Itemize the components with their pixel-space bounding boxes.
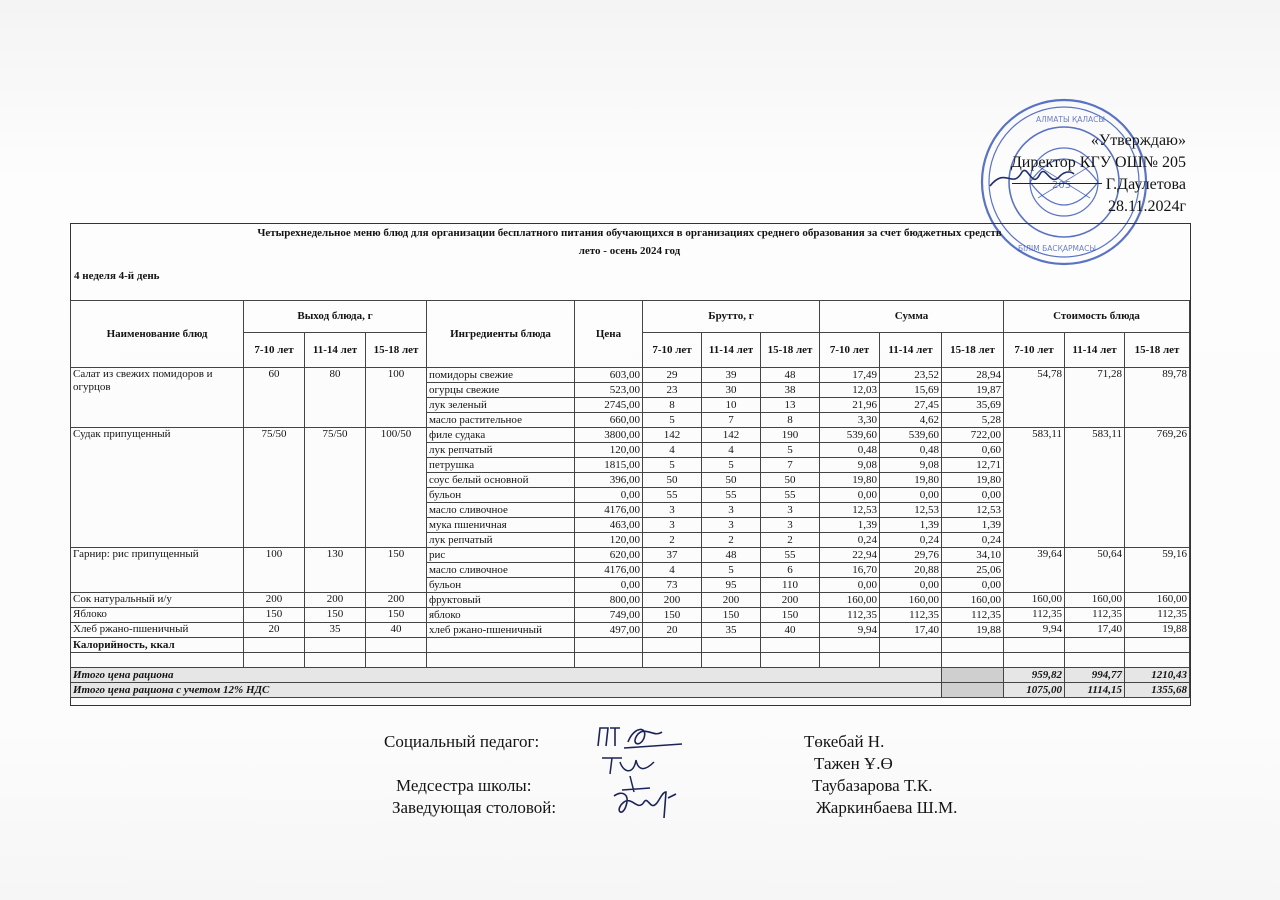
header-age-11-14: 11-14 лет <box>880 333 942 368</box>
ingredient-name: фруктовый <box>427 593 575 608</box>
dish-output-11-14: 130 <box>305 548 366 593</box>
sum-15-18: 34,10 <box>942 548 1004 563</box>
ingredient-price: 2745,00 <box>575 398 643 413</box>
sum-7-10: 16,70 <box>820 563 880 578</box>
dish-name: Гарнир: рис припущенный <box>71 548 244 593</box>
brutto-15-18: 48 <box>761 368 820 383</box>
sum-7-10: 112,35 <box>820 608 880 623</box>
ingredient-row <box>71 593 1190 608</box>
ingredient-name: помидоры свежие <box>427 368 575 383</box>
approval-director-name: Г.Даулетова <box>1105 176 1186 193</box>
dish-cost-7-10: 54,78 <box>1004 368 1065 428</box>
sum-7-10: 12,53 <box>820 503 880 518</box>
svg-text:БІЛІМ БАСҚАРМАСЫ: БІЛІМ БАСҚАРМАСЫ <box>1018 244 1097 253</box>
brutto-15-18: 5 <box>761 443 820 458</box>
brutto-15-18: 200 <box>761 593 820 608</box>
ingredient-row <box>71 623 1190 638</box>
sum-11-14: 0,00 <box>880 578 942 593</box>
brutto-7-10: 5 <box>643 413 702 428</box>
brutto-11-14: 39 <box>702 368 761 383</box>
sum-7-10: 21,96 <box>820 398 880 413</box>
total-value-11-14: 994,77 <box>1065 668 1125 683</box>
sum-15-18: 19,80 <box>942 473 1004 488</box>
dish-cost-15-18: 769,26 <box>1125 428 1190 548</box>
sum-11-14: 0,48 <box>880 443 942 458</box>
ingredient-price: 800,00 <box>575 593 643 608</box>
ingredient-name: масло сливочное <box>427 503 575 518</box>
sum-15-18: 19,87 <box>942 383 1004 398</box>
dish-cost-11-14: 50,64 <box>1065 548 1125 593</box>
sum-11-14: 9,08 <box>880 458 942 473</box>
menu-table-body <box>71 368 1190 638</box>
sum-11-14: 539,60 <box>880 428 942 443</box>
sum-7-10: 22,94 <box>820 548 880 563</box>
brutto-7-10: 20 <box>643 623 702 638</box>
ingredient-price: 463,00 <box>575 518 643 533</box>
brutto-7-10: 200 <box>643 593 702 608</box>
header-age-15-18: 15-18 лет <box>761 333 820 368</box>
sum-15-18: 0,24 <box>942 533 1004 548</box>
total-label: Итого цена рациона <box>71 668 942 683</box>
ingredient-row <box>71 548 1190 563</box>
total-vat-value-7-10: 1075,00 <box>1004 683 1065 698</box>
ingredient-price: 4176,00 <box>575 503 643 518</box>
dish-cost-7-10: 39,64 <box>1004 548 1065 593</box>
sum-11-14: 160,00 <box>880 593 942 608</box>
header-sum: Сумма <box>820 301 1004 333</box>
sum-15-18: 722,00 <box>942 428 1004 443</box>
header-age-7-10: 7-10 лет <box>244 333 305 368</box>
total-value-7-10: 959,82 <box>1004 668 1065 683</box>
sum-11-14: 12,53 <box>880 503 942 518</box>
dish-cost-11-14: 17,40 <box>1065 623 1125 638</box>
menu-table <box>70 300 1190 698</box>
ingredient-price: 0,00 <box>575 488 643 503</box>
canteen-head-name: Жаркинбаева Ш.М. <box>816 798 958 817</box>
dish-cost-7-10: 9,94 <box>1004 623 1065 638</box>
header-age-7-10: 7-10 лет <box>820 333 880 368</box>
sum-7-10: 17,49 <box>820 368 880 383</box>
sum-7-10: 9,94 <box>820 623 880 638</box>
ingredient-price: 523,00 <box>575 383 643 398</box>
sum-7-10: 539,60 <box>820 428 880 443</box>
brutto-11-14: 30 <box>702 383 761 398</box>
menu-table-footer <box>71 638 1190 698</box>
dish-output-15-18: 200 <box>366 593 427 608</box>
ingredient-price: 3800,00 <box>575 428 643 443</box>
sum-15-18: 35,69 <box>942 398 1004 413</box>
brutto-15-18: 150 <box>761 608 820 623</box>
total-row <box>71 668 1190 683</box>
dish-output-7-10: 75/50 <box>244 428 305 548</box>
dish-output-7-10: 20 <box>244 623 305 638</box>
brutto-7-10: 142 <box>643 428 702 443</box>
ingredient-name: масло растительное <box>427 413 575 428</box>
dish-cost-15-18: 112,35 <box>1125 608 1190 623</box>
brutto-11-14: 5 <box>702 458 761 473</box>
sum-15-18: 12,71 <box>942 458 1004 473</box>
ingredient-name: лук репчатый <box>427 533 575 548</box>
sum-11-14: 29,76 <box>880 548 942 563</box>
sum-15-18: 28,94 <box>942 368 1004 383</box>
header-age-7-10: 7-10 лет <box>643 333 702 368</box>
dish-cost-11-14: 112,35 <box>1065 608 1125 623</box>
dish-output-15-18: 40 <box>366 623 427 638</box>
brutto-15-18: 40 <box>761 623 820 638</box>
header-age-11-14: 11-14 лет <box>305 333 366 368</box>
brutto-11-14: 5 <box>702 563 761 578</box>
sum-15-18: 0,60 <box>942 443 1004 458</box>
dish-output-7-10: 100 <box>244 548 305 593</box>
brutto-11-14: 55 <box>702 488 761 503</box>
brutto-15-18: 50 <box>761 473 820 488</box>
ingredient-price: 497,00 <box>575 623 643 638</box>
ingredient-row <box>71 608 1190 623</box>
dish-cost-7-10: 160,00 <box>1004 593 1065 608</box>
ingredient-name: бульон <box>427 488 575 503</box>
brutto-7-10: 73 <box>643 578 702 593</box>
week-day-label: 4 неделя 4-й день <box>74 270 160 282</box>
dish-cost-7-10: 583,11 <box>1004 428 1065 548</box>
calories-label: Калорийность, ккал <box>71 638 244 653</box>
dish-cost-15-18: 59,16 <box>1125 548 1190 593</box>
ingredient-price: 603,00 <box>575 368 643 383</box>
sum-15-18: 19,88 <box>942 623 1004 638</box>
brutto-15-18: 110 <box>761 578 820 593</box>
calories-row <box>71 638 1190 653</box>
ingredient-row <box>71 428 1190 443</box>
brutto-7-10: 29 <box>643 368 702 383</box>
sum-11-14: 27,45 <box>880 398 942 413</box>
brutto-15-18: 8 <box>761 413 820 428</box>
header-cost: Стоимость блюда <box>1004 301 1190 333</box>
brutto-7-10: 5 <box>643 458 702 473</box>
dish-output-11-14: 200 <box>305 593 366 608</box>
ingredient-price: 749,00 <box>575 608 643 623</box>
header-price: Цена <box>575 301 643 368</box>
spacer-row <box>71 653 1190 668</box>
header-age-15-18: 15-18 лет <box>1125 333 1190 368</box>
header-age-11-14: 11-14 лет <box>702 333 761 368</box>
header-age-7-10: 7-10 лет <box>1004 333 1065 368</box>
second-signer-name: Тажен Ұ.Ө <box>814 754 893 773</box>
dish-output-11-14: 150 <box>305 608 366 623</box>
ingredient-price: 120,00 <box>575 443 643 458</box>
dish-cost-15-18: 89,78 <box>1125 368 1190 428</box>
brutto-15-18: 38 <box>761 383 820 398</box>
header-age-15-18: 15-18 лет <box>942 333 1004 368</box>
total-vat-value-11-14: 1114,15 <box>1065 683 1125 698</box>
ingredient-name: лук зеленый <box>427 398 575 413</box>
sum-7-10: 9,08 <box>820 458 880 473</box>
dish-output-11-14: 75/50 <box>305 428 366 548</box>
brutto-7-10: 23 <box>643 383 702 398</box>
ingredient-name: соус белый основной <box>427 473 575 488</box>
svg-text:205: 205 <box>1052 180 1072 191</box>
ingredient-name: рис <box>427 548 575 563</box>
ingredient-price: 396,00 <box>575 473 643 488</box>
sum-11-14: 23,52 <box>880 368 942 383</box>
ingredient-name: хлеб ржано-пшеничный <box>427 623 575 638</box>
social-pedagogue-role: Социальный педагог: <box>384 732 540 751</box>
sum-7-10: 0,24 <box>820 533 880 548</box>
total-vat-value-15-18: 1355,68 <box>1125 683 1190 698</box>
ingredient-price: 0,00 <box>575 578 643 593</box>
dish-output-7-10: 60 <box>244 368 305 428</box>
ingredient-name: петрушка <box>427 458 575 473</box>
dish-output-15-18: 100/50 <box>366 428 427 548</box>
social-pedagogue-name: Төкебай Н. <box>804 732 885 751</box>
total-value-15-18: 1210,43 <box>1125 668 1190 683</box>
brutto-7-10: 37 <box>643 548 702 563</box>
ingredient-name: бульон <box>427 578 575 593</box>
sum-11-14: 20,88 <box>880 563 942 578</box>
header-output: Выход блюда, г <box>244 301 427 333</box>
approval-title: «Утверждаю» <box>1090 132 1186 149</box>
brutto-15-18: 3 <box>761 503 820 518</box>
ingredient-name: мука пшеничная <box>427 518 575 533</box>
brutto-15-18: 55 <box>761 548 820 563</box>
sum-7-10: 0,48 <box>820 443 880 458</box>
ingredient-name: филе судака <box>427 428 575 443</box>
dish-output-7-10: 150 <box>244 608 305 623</box>
dish-cost-15-18: 160,00 <box>1125 593 1190 608</box>
dish-name: Судак припущенный <box>71 428 244 548</box>
sum-15-18: 12,53 <box>942 503 1004 518</box>
brutto-15-18: 13 <box>761 398 820 413</box>
total-vat-row <box>71 683 1190 698</box>
sum-11-14: 17,40 <box>880 623 942 638</box>
document-subtitle: лето - осень 2024 год <box>578 245 681 257</box>
brutto-15-18: 3 <box>761 518 820 533</box>
dish-name: Хлеб ржано-пшеничный <box>71 623 244 638</box>
brutto-11-14: 48 <box>702 548 761 563</box>
brutto-11-14: 200 <box>702 593 761 608</box>
header-ingredients: Ингредиенты блюда <box>427 301 575 368</box>
brutto-7-10: 3 <box>643 518 702 533</box>
sum-15-18: 160,00 <box>942 593 1004 608</box>
sum-11-14: 4,62 <box>880 413 942 428</box>
header-dish: Наименование блюд <box>71 301 244 368</box>
ingredient-price: 660,00 <box>575 413 643 428</box>
dish-cost-7-10: 112,35 <box>1004 608 1065 623</box>
ingredient-price: 1815,00 <box>575 458 643 473</box>
brutto-11-14: 10 <box>702 398 761 413</box>
dish-cost-15-18: 19,88 <box>1125 623 1190 638</box>
ingredient-name: огурцы свежие <box>427 383 575 398</box>
sum-7-10: 12,03 <box>820 383 880 398</box>
brutto-7-10: 8 <box>643 398 702 413</box>
header-age-15-18: 15-18 лет <box>366 333 427 368</box>
brutto-7-10: 4 <box>643 563 702 578</box>
sum-7-10: 0,00 <box>820 488 880 503</box>
brutto-11-14: 7 <box>702 413 761 428</box>
nurse-role: Медсестра школы: <box>396 776 532 795</box>
sum-11-14: 0,24 <box>880 533 942 548</box>
sum-15-18: 0,00 <box>942 488 1004 503</box>
brutto-15-18: 2 <box>761 533 820 548</box>
ingredient-name: лук репчатый <box>427 443 575 458</box>
ingredient-name: яблоко <box>427 608 575 623</box>
brutto-15-18: 190 <box>761 428 820 443</box>
dish-cost-11-14: 583,11 <box>1065 428 1125 548</box>
director-signature-icon <box>986 160 1076 196</box>
sum-11-14: 15,69 <box>880 383 942 398</box>
canteen-head-role: Заведующая столовой: <box>392 798 557 817</box>
brutto-7-10: 2 <box>643 533 702 548</box>
header-age-11-14: 11-14 лет <box>1065 333 1125 368</box>
dish-output-15-18: 150 <box>366 608 427 623</box>
brutto-7-10: 3 <box>643 503 702 518</box>
svg-text:АЛМАТЫ ҚАЛАСЫ: АЛМАТЫ ҚАЛАСЫ <box>1036 115 1106 124</box>
dish-name: Салат из свежих помидоров и огурцов <box>71 368 244 428</box>
brutto-7-10: 55 <box>643 488 702 503</box>
ingredient-price: 4176,00 <box>575 563 643 578</box>
sum-7-10: 1,39 <box>820 518 880 533</box>
dish-output-11-14: 80 <box>305 368 366 428</box>
brutto-7-10: 4 <box>643 443 702 458</box>
document-title: Четырехнедельное меню блюд для организации бесплатного питания обучающихся в организациях среднего образования за счет бюджетных средств <box>257 227 1002 239</box>
canteen-signature-icon <box>610 788 680 822</box>
ingredient-row <box>71 368 1190 383</box>
brutto-11-14: 150 <box>702 608 761 623</box>
sum-7-10: 19,80 <box>820 473 880 488</box>
nurse-name: Таубазарова Т.К. <box>812 776 933 795</box>
sum-7-10: 160,00 <box>820 593 880 608</box>
pedagogue-signature-icon <box>594 722 686 752</box>
total-vat-label: Итого цена рациона с учетом 12% НДС <box>71 683 942 698</box>
dish-output-11-14: 35 <box>305 623 366 638</box>
sum-7-10: 3,30 <box>820 413 880 428</box>
brutto-7-10: 50 <box>643 473 702 488</box>
ingredient-name: масло сливочное <box>427 563 575 578</box>
approval-date: 28.11.2024г <box>1108 198 1186 215</box>
ingredient-price: 620,00 <box>575 548 643 563</box>
sum-15-18: 5,28 <box>942 413 1004 428</box>
sum-15-18: 1,39 <box>942 518 1004 533</box>
sum-11-14: 112,35 <box>880 608 942 623</box>
dish-cost-11-14: 71,28 <box>1065 368 1125 428</box>
dish-name: Яблоко <box>71 608 244 623</box>
document-header <box>70 224 1189 260</box>
sum-11-14: 1,39 <box>880 518 942 533</box>
ingredient-price: 120,00 <box>575 533 643 548</box>
dish-output-7-10: 200 <box>244 593 305 608</box>
brutto-11-14: 3 <box>702 518 761 533</box>
header-brutto: Брутто, г <box>643 301 820 333</box>
sum-11-14: 0,00 <box>880 488 942 503</box>
brutto-11-14: 3 <box>702 503 761 518</box>
dish-output-15-18: 150 <box>366 548 427 593</box>
brutto-11-14: 35 <box>702 623 761 638</box>
brutto-11-14: 2 <box>702 533 761 548</box>
brutto-7-10: 150 <box>643 608 702 623</box>
brutto-11-14: 142 <box>702 428 761 443</box>
dish-output-15-18: 100 <box>366 368 427 428</box>
brutto-15-18: 7 <box>761 458 820 473</box>
sum-7-10: 0,00 <box>820 578 880 593</box>
sum-15-18: 25,06 <box>942 563 1004 578</box>
approval-position: Директор КГУ ОШ№ 205 <box>1010 154 1186 171</box>
sum-15-18: 112,35 <box>942 608 1004 623</box>
brutto-15-18: 55 <box>761 488 820 503</box>
brutto-11-14: 95 <box>702 578 761 593</box>
sum-15-18: 0,00 <box>942 578 1004 593</box>
brutto-11-14: 4 <box>702 443 761 458</box>
dish-cost-11-14: 160,00 <box>1065 593 1125 608</box>
dish-name: Сок натуральный и/у <box>71 593 244 608</box>
brutto-15-18: 6 <box>761 563 820 578</box>
brutto-11-14: 50 <box>702 473 761 488</box>
sum-11-14: 19,80 <box>880 473 942 488</box>
